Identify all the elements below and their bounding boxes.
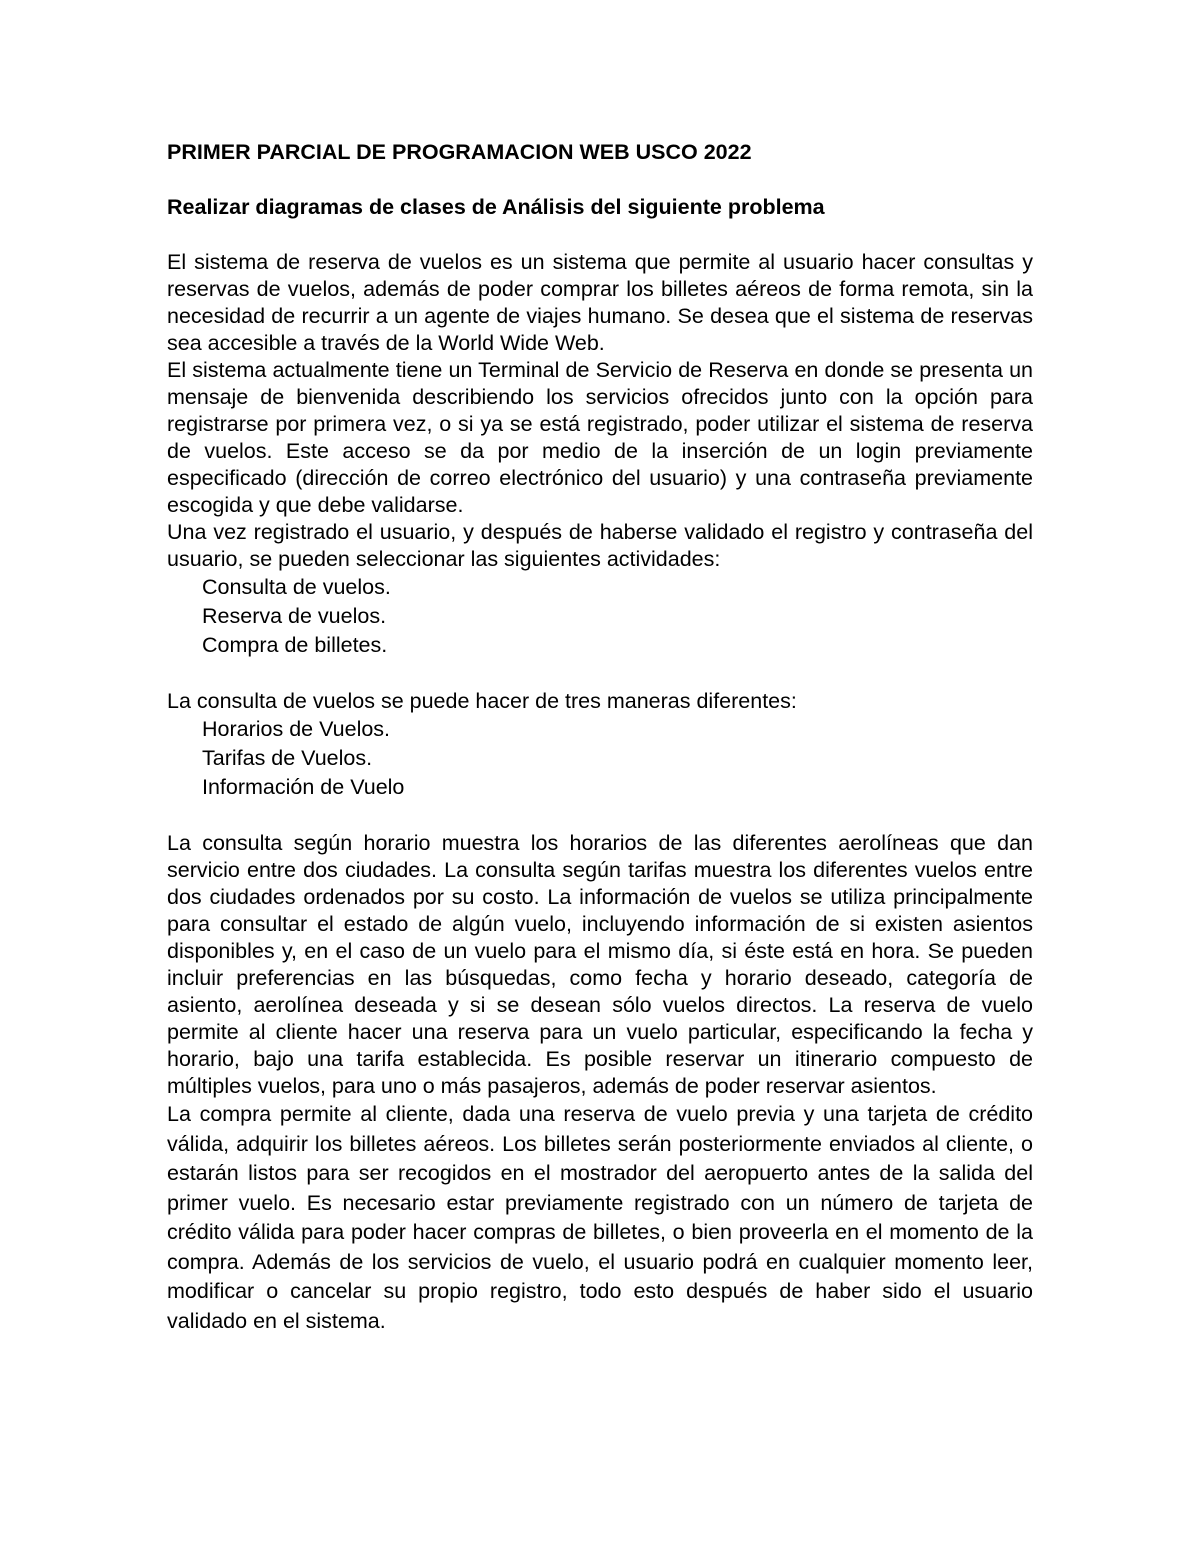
list-item: Compra de billetes. — [202, 633, 388, 657]
query-types-list — [167, 715, 1033, 802]
paragraph-intro: El sistema de reserva de vuelos es un sistema que permite al usuario hacer consultas y reservas de vuelos, además de poder comprar los billetes aéreos de forma remota, sin la necesidad de recurrir a un agente de viajes humano. Se desea que el sistema de reservas sea accesible a través de la World Wide Web. — [167, 250, 1033, 355]
document-body — [167, 139, 1033, 1336]
spacer — [167, 802, 1033, 830]
list-item: Horarios de Vuelos. — [202, 717, 391, 741]
list-item: Información de Vuelo — [202, 775, 405, 799]
list-item: Reserva de vuelos. — [202, 604, 387, 628]
paragraph-purchase: La compra permite al cliente, dada una reserva de vuelo previa y una tarjeta de crédito válida, adquirir los billetes aéreos. Los billetes serán posteriormente enviados al cliente, o estarán listos para ser recogidos en el mostrador del aeropuerto antes de la salida del primer vuelo. Es necesario estar previamente registrado con un número de tarjeta de crédito válida para poder hacer compras de billetes, o bien proveerla en el momento de la compra. Además de los servicios de vuelo, el usuario podrá en cualquier momento leer, modificar o cancelar su propio registro, todo esto después de haber sido el usuario validado en el sistema. — [167, 1102, 1033, 1333]
paragraph-query-ways: La consulta de vuelos se puede hacer de tres maneras diferentes: — [167, 689, 797, 713]
spacer — [167, 660, 1033, 688]
list-item: Tarifas de Vuelos. — [202, 746, 373, 770]
paragraph-registered: Una vez registrado el usuario, y después de haberse validado el registro y contraseña del usuario, se pueden seleccionar las siguientes actividades: — [167, 520, 1033, 571]
activities-list — [167, 573, 1033, 660]
paragraph-terminal: El sistema actualmente tiene un Terminal de Servicio de Reserva en donde se presenta un mensaje de bienvenida describiendo los servicios ofrecidos junto con la opción para registrarse por primera vez, o si ya se está registrado, poder utilizar el sistema de reserva de vuelos. Este acceso se da por medio de la inserción de un login previamente especificado (dirección de correo electrónico del usuario) y una contraseña previamente escogida y que debe validarse. — [167, 358, 1033, 517]
spacer — [167, 221, 1033, 249]
document-title: PRIMER PARCIAL DE PROGRAMACION WEB USCO 2022 — [167, 140, 752, 164]
paragraph-query-details: La consulta según horario muestra los horarios de las diferentes aerolíneas que dan servicio entre dos ciudades. La consulta según tarifas muestra los diferentes vuelos entre dos ciudades ordenados por su costo. La información de vuelos se utiliza principalmente para consultar el estado de algún vuelo, incluyendo información de si existen asientos disponibles y, en el caso de un vuelo para el mismo día, si éste está en hora. Se pueden incluir preferencias en las búsquedas, como fecha y horario deseado, categoría de asiento, aerolínea deseada y si se desean sólo vuelos directos. La reserva de vuelo permite al cliente hacer una reserva para un vuelo particular, especificando la fecha y horario, bajo una tarifa establecida. Es posible reservar un itinerario compuesto de múltiples vuelos, para uno o más pasajeros, además de poder reservar asientos. — [167, 831, 1033, 1098]
document-subtitle: Realizar diagramas de clases de Análisis del siguiente problema — [167, 195, 825, 219]
list-item: Consulta de vuelos. — [202, 575, 391, 599]
